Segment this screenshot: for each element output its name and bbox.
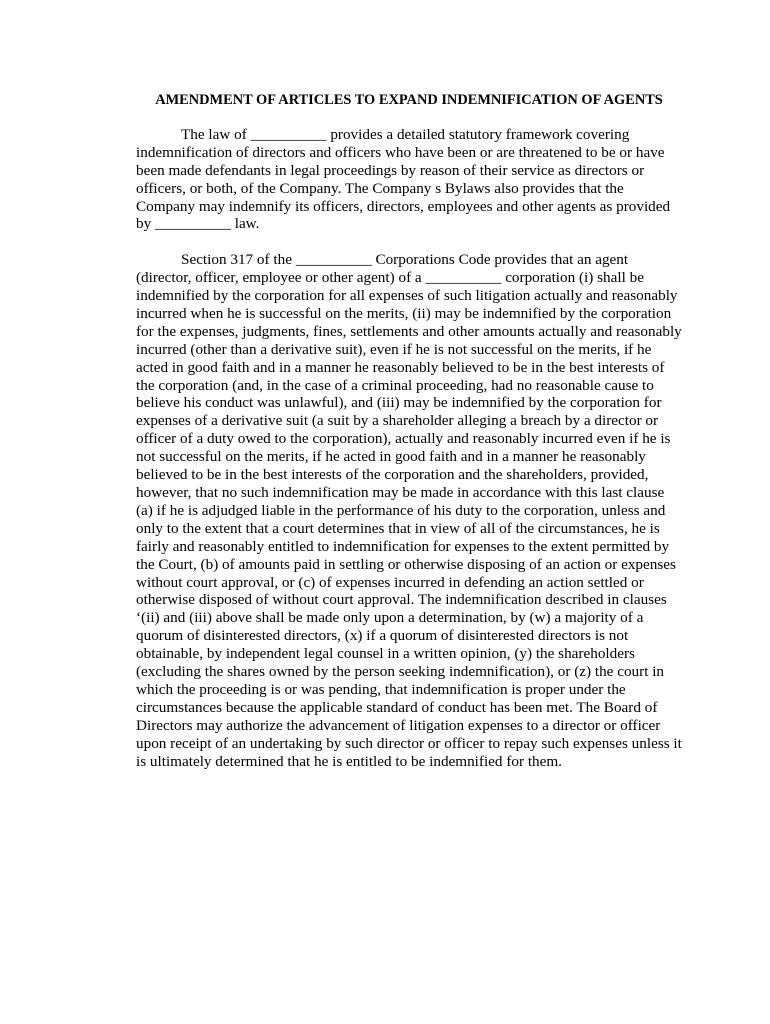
paragraph-line: otherwise disposed of without court approval. The indemnification described in clauses (136, 591, 667, 609)
paragraph-line: believe his conduct was unlawful), and (iii) may be indemnified by the corporation for (136, 394, 662, 412)
paragraph-line: quorum of disinterested directors, (x) if a quorum of disinterested directors is not (136, 627, 629, 645)
paragraph-line: the corporation (and, in the case of a criminal proceeding, had no reasonable cause to (136, 376, 654, 394)
paragraph-line: The law of __________ provides a detailed statutory framework covering (181, 125, 630, 143)
paragraph-line: officers, or both, of the Company. The Company s Bylaws also provides that the (136, 179, 624, 197)
paragraph-line: incurred when he is successful on the merits, (ii) may be indemnified by the corporation (136, 304, 672, 322)
paragraph-line: the Court, (b) of amounts paid in settling or otherwise disposing of an action or expenses (136, 555, 676, 573)
paragraph-framework (136, 126, 682, 233)
paragraph-line: however, that no such indemnification may be made in accordance with this last clause (136, 484, 665, 502)
paragraph-line: upon receipt of an undertaking by such director or officer to repay such expenses unless it (136, 734, 682, 752)
paragraph-line: is ultimately determined that he is entitled to be indemnified for them. (136, 752, 562, 770)
paragraph-line: (excluding the shares owned by the person seeking indemnification), or (z) the court in (136, 663, 665, 681)
paragraph-line: obtainable, by independent legal counsel in a written opinion, (y) the shareholders (136, 645, 635, 663)
paragraph-line: expenses of a derivative suit (a suit by a shareholder alleging a breach by a director or (136, 412, 659, 430)
document-title: AMENDMENT OF ARTICLES TO EXPAND INDEMNIFICATION OF AGENTS (155, 92, 663, 108)
paragraph-section-317 (136, 251, 682, 770)
paragraph-line: which the proceeding is or was pending, that indemnification is proper under the (136, 680, 626, 698)
paragraph-line: believed to be in the best interests of the corporation and the shareholders, provided, (136, 466, 649, 484)
paragraph-line: incurred (other than a derivative suit), even if he is not successful on the merits, if he (136, 340, 652, 358)
paragraph-line: officer of a duty owed to the corporation), actually and reasonably incurred even if he is (136, 430, 671, 448)
paragraph-line: Directors may authorize the advancement of litigation expenses to a director or officer (136, 716, 661, 734)
document-body (136, 92, 682, 788)
paragraph-line: (director, officer, employee or other agent) of a __________ corporation (i) shall be (136, 269, 644, 287)
paragraph-line: without court approval, or (c) of expenses incurred in defending an action settled or (136, 573, 644, 591)
paragraph-line: by __________ law. (136, 215, 260, 233)
paragraph-line: acted in good faith and in a manner he reasonably believed to be in the best interests of (136, 358, 665, 376)
paragraph-line: (a) if he is adjudged liable in the performance of his duty to the corporation, unless and (136, 501, 666, 519)
paragraph-line: only to the extent that a court determines that in view of all of the circumstances, he is (136, 519, 660, 537)
paragraph-line: circumstances because the applicable standard of conduct has been met. The Board of (136, 698, 658, 716)
paragraph-line: indemnification of directors and officers who have been or are threatened to be or have (136, 143, 665, 161)
paragraph-line: not successful on the merits, if he acted in good faith and in a manner he reasonably (136, 448, 646, 466)
paragraph-line: for the expenses, judgments, fines, settlements and other amounts actually and reasonably (136, 322, 682, 340)
paragraph-line: Company may indemnify its officers, directors, employees and other agents as provided (136, 197, 671, 215)
paragraph-line: been made defendants in legal proceedings by reason of their service as directors or (136, 161, 645, 179)
paragraph-line: ‘(ii) and (iii) above shall be made only upon a determination, by (w) a majority of a (136, 609, 644, 627)
paragraph-line: Section 317 of the __________ Corporations Code provides that an agent (181, 251, 629, 269)
paragraph-line: indemnified by the corporation for all expenses of such litigation actually and reasonably (136, 287, 678, 305)
paragraph-line: fairly and reasonably entitled to indemnification for expenses to the extent permitted by (136, 537, 670, 555)
